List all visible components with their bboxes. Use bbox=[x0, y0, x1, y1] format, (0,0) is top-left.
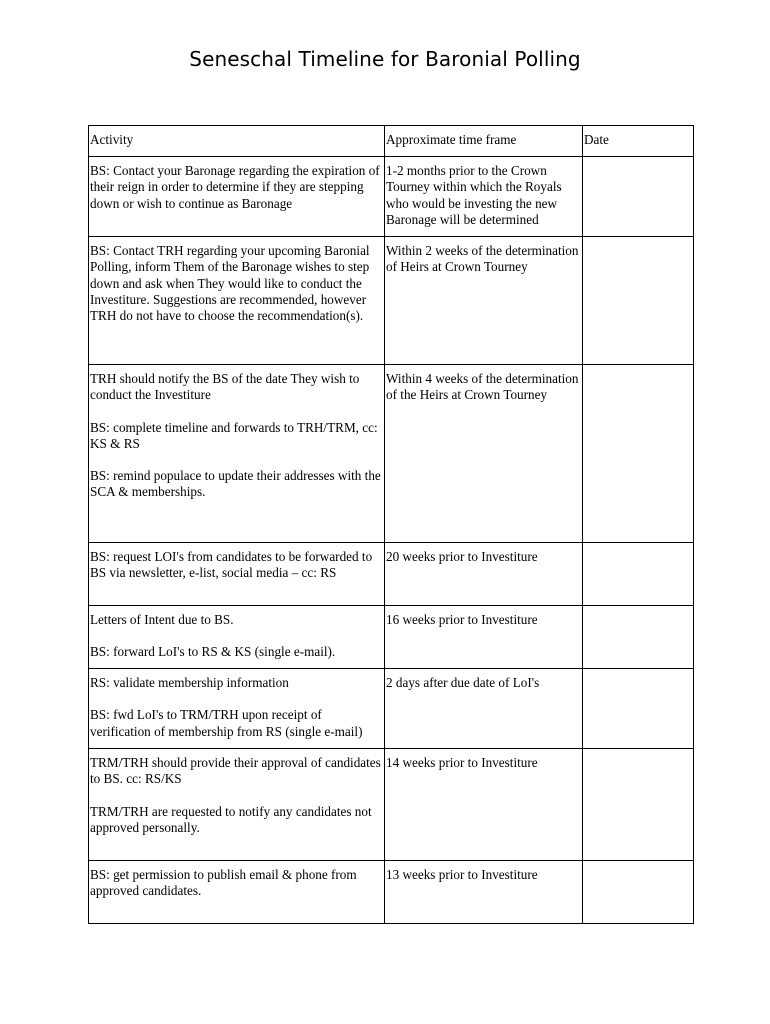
activity-cell bbox=[89, 606, 385, 669]
date-cell bbox=[583, 157, 694, 237]
activity-cell bbox=[89, 749, 385, 861]
activity-text: RS: validate membership information bbox=[90, 675, 289, 690]
table-row bbox=[89, 543, 694, 606]
activity-cell bbox=[89, 157, 385, 237]
timeline-table bbox=[88, 125, 694, 924]
activity-cell bbox=[89, 237, 385, 365]
timeframe-cell: Within 2 weeks of the determination of Heirs at Crown Tourney bbox=[385, 237, 583, 365]
table-row bbox=[89, 861, 694, 924]
activity-cell bbox=[89, 861, 385, 924]
page-title: Seneschal Timeline for Baronial Polling bbox=[189, 47, 581, 71]
timeframe-cell: 20 weeks prior to Investiture bbox=[385, 543, 583, 606]
table-row bbox=[89, 157, 694, 237]
activity-cell bbox=[89, 543, 385, 606]
activity-cell bbox=[89, 669, 385, 749]
activity-text: BS: forward LoI's to RS & KS (single e-mail). bbox=[90, 644, 336, 660]
header-timeframe: Approximate time frame bbox=[385, 126, 583, 157]
header-row bbox=[89, 126, 694, 157]
table-row bbox=[89, 237, 694, 365]
activity-text: BS: request LOI's from candidates to be forwarded to BS via newsletter, e-list, social media – cc: RS bbox=[90, 549, 373, 581]
date-cell bbox=[583, 237, 694, 365]
date-cell bbox=[583, 749, 694, 861]
activity-cell bbox=[89, 365, 385, 543]
activity-text: TRM/TRH are requested to notify any candidates not approved personally. bbox=[90, 803, 372, 835]
table-row bbox=[89, 606, 694, 669]
date-cell bbox=[583, 669, 694, 749]
date-cell bbox=[583, 606, 694, 669]
activity-text: BS: get permission to publish email & phone from approved candidates. bbox=[90, 867, 357, 899]
timeframe-cell: 14 weeks prior to Investiture bbox=[385, 749, 583, 861]
timeframe-cell: Within 4 weeks of the determination of the Heirs at Crown Tourney bbox=[385, 365, 583, 543]
timeframe-cell: 13 weeks prior to Investiture bbox=[385, 861, 583, 924]
date-cell bbox=[583, 365, 694, 543]
activity-text: TRH should notify the BS of the date They wish to conduct the Investiture bbox=[90, 371, 360, 403]
table-row bbox=[89, 669, 694, 749]
activity-text: BS: Contact your Baronage regarding the expiration of their reign in order to determine if they are stepping down or wish to continue as Baronage bbox=[90, 163, 380, 211]
date-cell bbox=[583, 543, 694, 606]
header-activity: Activity bbox=[89, 126, 385, 157]
date-cell bbox=[583, 861, 694, 924]
header-date: Date bbox=[583, 126, 694, 157]
timeframe-cell: 2 days after due date of LoI's bbox=[385, 669, 583, 749]
activity-text: BS: fwd LoI's to TRM/TRH upon receipt of verification of membership from RS (single e-mail) bbox=[90, 707, 363, 739]
table-row bbox=[89, 365, 694, 543]
activity-text: TRM/TRH should provide their approval of candidates to BS. cc: RS/KS bbox=[90, 755, 381, 787]
activity-text: BS: remind populace to update their addresses with the SCA & memberships. bbox=[90, 468, 381, 500]
activity-text: BS: Contact TRH regarding your upcoming Baronial Polling, inform Them of the Baronage wishes to step down and ask when They would like to conduct the Investiture. Suggestions are recommended, however TRH do not have to choose the recommendation(s). bbox=[90, 243, 370, 324]
activity-text: Letters of Intent due to BS. bbox=[90, 612, 234, 627]
timeframe-cell: 1-2 months prior to the Crown Tourney within which the Royals who would be investing the new Baronage will be determined bbox=[385, 157, 583, 237]
activity-text: BS: complete timeline and forwards to TRH/TRM, cc: KS & RS bbox=[90, 419, 378, 451]
timeframe-cell: 16 weeks prior to Investiture bbox=[385, 606, 583, 669]
table-row bbox=[89, 749, 694, 861]
